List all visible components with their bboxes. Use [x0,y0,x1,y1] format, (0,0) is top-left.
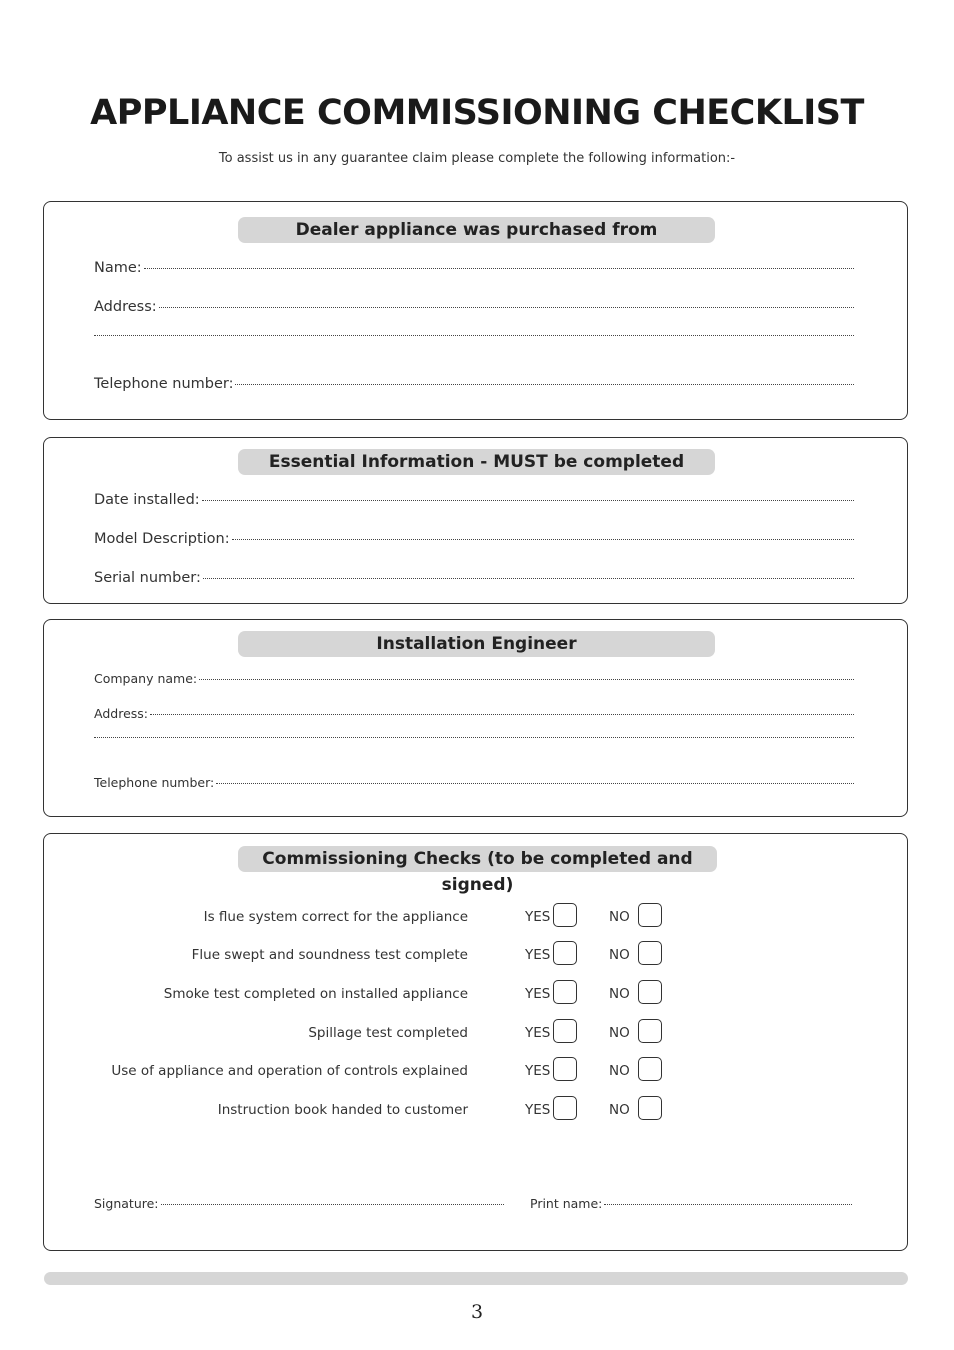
check-question: Use of appliance and operation of controls explained [111,1063,468,1079]
engineer-telephone-line[interactable] [216,783,854,784]
yes-checkbox[interactable] [553,980,577,1004]
dealer-address-line[interactable] [159,307,854,308]
no-checkbox[interactable] [638,1019,662,1043]
date-installed-line[interactable] [202,500,854,501]
check-row [44,1096,909,1122]
no-label: NO [609,1025,630,1041]
yes-label: YES [525,909,551,925]
engineer-address-label: Address: [94,706,148,721]
dealer-address2-field[interactable] [94,338,854,339]
yes-checkbox[interactable] [553,941,577,965]
no-label: NO [609,1102,630,1118]
check-row [44,941,909,967]
engineer-address-field[interactable] [94,706,854,721]
no-checkbox[interactable] [638,1096,662,1120]
dealer-address-label: Address: [94,299,157,315]
engineer-address-line[interactable] [150,714,854,715]
yes-checkbox[interactable] [553,903,577,927]
check-row [44,903,909,929]
print-name-label: Print name: [530,1196,603,1211]
model-description-line[interactable] [232,539,854,540]
dealer-telephone-field[interactable] [94,376,854,392]
installation-engineer-heading: Installation Engineer [238,631,715,657]
dealer-telephone-line[interactable] [235,384,854,385]
no-label: NO [609,947,630,963]
dealer-section [43,201,908,420]
no-label: NO [609,986,630,1002]
dealer-address-field[interactable] [94,299,854,315]
dealer-name-label: Name: [94,260,142,276]
no-label: NO [609,1063,630,1079]
dealer-name-field[interactable] [94,260,854,276]
page-subtitle: To assist us in any guarantee claim please complete the following information:- [218,151,736,166]
check-question: Flue swept and soundness test complete [191,947,468,963]
no-checkbox[interactable] [638,903,662,927]
dealer-address2-line[interactable] [94,335,854,336]
model-description-label: Model Description: [94,531,230,547]
yes-label: YES [525,1025,551,1041]
date-installed-label: Date installed: [94,492,200,508]
page-number: 3 [470,1301,484,1323]
installation-engineer-section [43,619,908,817]
dealer-heading: Dealer appliance was purchased from [238,217,715,243]
check-question: Smoke test completed on installed appliance [163,986,468,1002]
footer-bar [44,1272,908,1285]
signature-line[interactable] [161,1204,504,1205]
check-question: Spillage test completed [308,1025,468,1041]
model-description-field[interactable] [94,531,854,547]
engineer-address2-field[interactable] [94,740,854,741]
yes-checkbox[interactable] [553,1096,577,1120]
yes-label: YES [525,1063,551,1079]
check-question: Instruction book handed to customer [217,1102,468,1118]
no-checkbox[interactable] [638,1057,662,1081]
engineer-address2-line[interactable] [94,737,854,738]
company-name-label: Company name: [94,671,198,686]
no-checkbox[interactable] [638,941,662,965]
print-name-line[interactable] [604,1204,852,1205]
yes-label: YES [525,1102,551,1118]
date-installed-field[interactable] [94,492,854,508]
check-question: Is flue system correct for the appliance [203,909,468,925]
check-row [44,1057,909,1083]
yes-label: YES [525,947,551,963]
engineer-telephone-label: Telephone number: [94,775,215,790]
yes-label: YES [525,986,551,1002]
serial-number-label: Serial number: [94,570,201,586]
page-title: APPLIANCE COMMISSIONING CHECKLIST [90,93,864,133]
essential-info-section [43,437,908,604]
signature-label: Signature: [94,1196,159,1211]
engineer-telephone-field[interactable] [94,775,854,790]
check-row [44,980,909,1006]
company-name-field[interactable] [94,671,854,686]
dealer-telephone-label: Telephone number: [94,376,234,392]
essential-info-heading: Essential Information - MUST be completed [238,449,715,475]
yes-checkbox[interactable] [553,1019,577,1043]
company-name-line[interactable] [199,679,854,680]
check-row [44,1019,909,1045]
no-label: NO [609,909,630,925]
serial-number-line[interactable] [203,578,854,579]
commissioning-checks-section [43,833,908,1251]
dealer-name-line[interactable] [144,268,854,269]
print-name-field[interactable] [530,1196,852,1211]
no-checkbox[interactable] [638,980,662,1004]
serial-number-field[interactable] [94,570,854,586]
commissioning-checks-heading: Commissioning Checks (to be completed and signed) [238,846,717,872]
yes-checkbox[interactable] [553,1057,577,1081]
signature-field[interactable] [94,1196,504,1211]
